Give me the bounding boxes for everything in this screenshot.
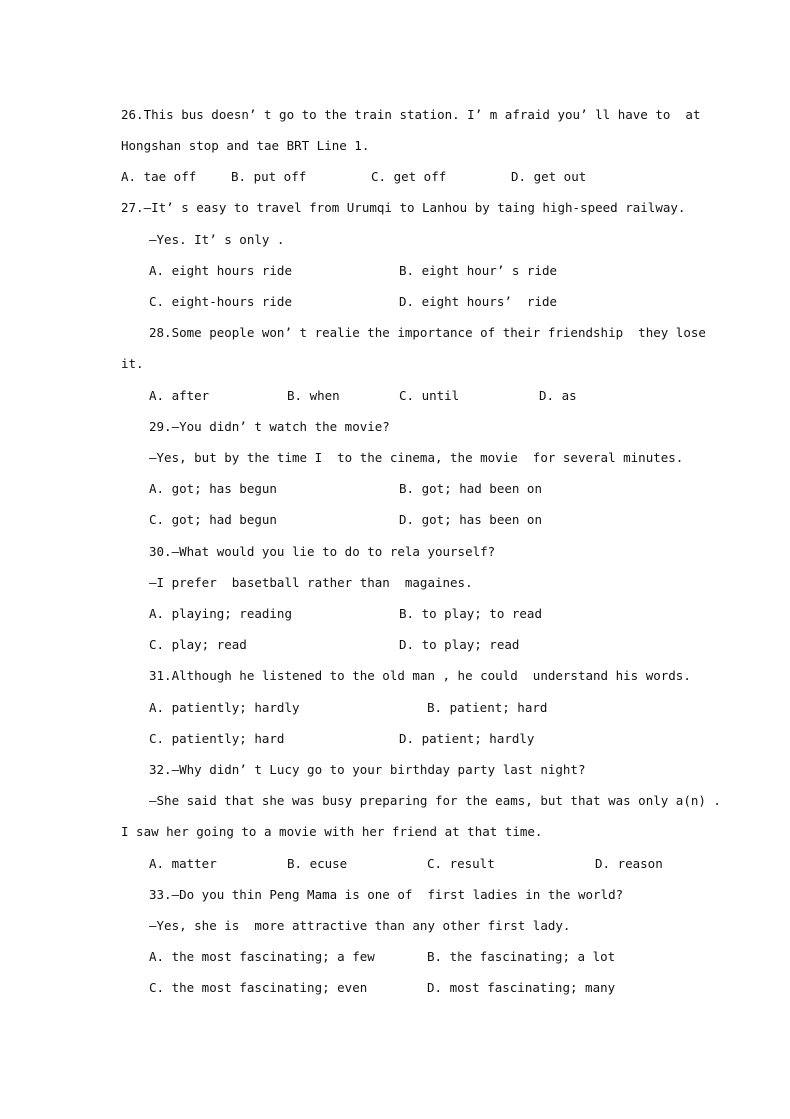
q29-stem-line2: —Yes, but by the time I to the cinema, the movie for several minutes. — [149, 450, 684, 465]
q33-option-a: A. the most fascinating; a few — [149, 949, 375, 964]
q32-option-c: C. result — [427, 856, 495, 871]
q29-option-c: C. got; had begun — [149, 512, 277, 527]
q28-option-c: C. until — [399, 388, 460, 403]
q31-option-a: A. patiently; hardly — [149, 700, 300, 715]
q27-stem-line1: 27.—It’ s easy to travel from Urumqi to Lanhou by taing high-speed railway. — [121, 200, 686, 215]
q29-stem-line1: 29.—You didn’ t watch the movie? — [149, 419, 390, 434]
q30-stem-line1: 30.—What would you lie to do to rela yourself? — [149, 544, 496, 559]
q26-option-c: C. get off — [371, 169, 447, 184]
q32-option-a: A. matter — [149, 856, 217, 871]
q32-stem-line3: I saw her going to a movie with her friend at that time. — [121, 824, 543, 839]
q28-stem-line1: 28.Some people won’ t realie the importance of their friendship they lose — [149, 325, 706, 340]
q26-option-a: A. tae off — [121, 169, 197, 184]
q26-stem-line1: 26.This bus doesn’ t go to the train station. I’ m afraid you’ ll have to at — [121, 107, 701, 122]
q33-stem-line1: 33.—Do you thin Peng Mama is one of first ladies in the world? — [149, 887, 624, 902]
q32-stem-line1: 32.—Why didn’ t Lucy go to your birthday party last night? — [149, 762, 586, 777]
q29-option-d: D. got; has been on — [399, 512, 542, 527]
q27-option-b: B. eight hour’ s ride — [399, 263, 558, 278]
q27-option-a: A. eight hours ride — [149, 263, 292, 278]
q28-option-a: A. after — [149, 388, 210, 403]
q29-option-b: B. got; had been on — [399, 481, 542, 496]
q31-option-d: D. patient; hardly — [399, 731, 535, 746]
q33-option-d: D. most fascinating; many — [427, 980, 616, 995]
q30-option-c: C. play; read — [149, 637, 247, 652]
q32-option-b: B. ecuse — [287, 856, 348, 871]
q29-option-a: A. got; has begun — [149, 481, 277, 496]
q33-option-b: B. the fascinating; a lot — [427, 949, 616, 964]
q33-option-c: C. the most fascinating; even — [149, 980, 368, 995]
q28-option-b: B. when — [287, 388, 340, 403]
q31-option-b: B. patient; hard — [427, 700, 548, 715]
q26-stem-line2: Hongshan stop and tae BRT Line 1. — [121, 138, 370, 153]
q32-option-d: D. reason — [595, 856, 663, 871]
q31-option-c: C. patiently; hard — [149, 731, 285, 746]
q26-option-b: B. put off — [231, 169, 307, 184]
q33-stem-line2: —Yes, she is more attractive than any other first lady. — [149, 918, 571, 933]
q30-option-d: D. to play; read — [399, 637, 520, 652]
q32-stem-line2: —She said that she was busy preparing for the eams, but that was only a(n) . — [149, 793, 721, 808]
q27-option-c: C. eight-hours ride — [149, 294, 292, 309]
q30-stem-line2: —I prefer basetball rather than magaines. — [149, 575, 473, 590]
q30-option-a: A. playing; reading — [149, 606, 292, 621]
q27-stem-line2: —Yes. It’ s only . — [149, 232, 285, 247]
q30-option-b: B. to play; to read — [399, 606, 542, 621]
q27-option-d: D. eight hours’ ride — [399, 294, 558, 309]
q31-stem-line1: 31.Although he listened to the old man , he could understand his words. — [149, 668, 691, 683]
q28-stem-line2: it. — [121, 356, 144, 371]
q26-option-d: D. get out — [511, 169, 587, 184]
q28-option-d: D. as — [539, 388, 577, 403]
